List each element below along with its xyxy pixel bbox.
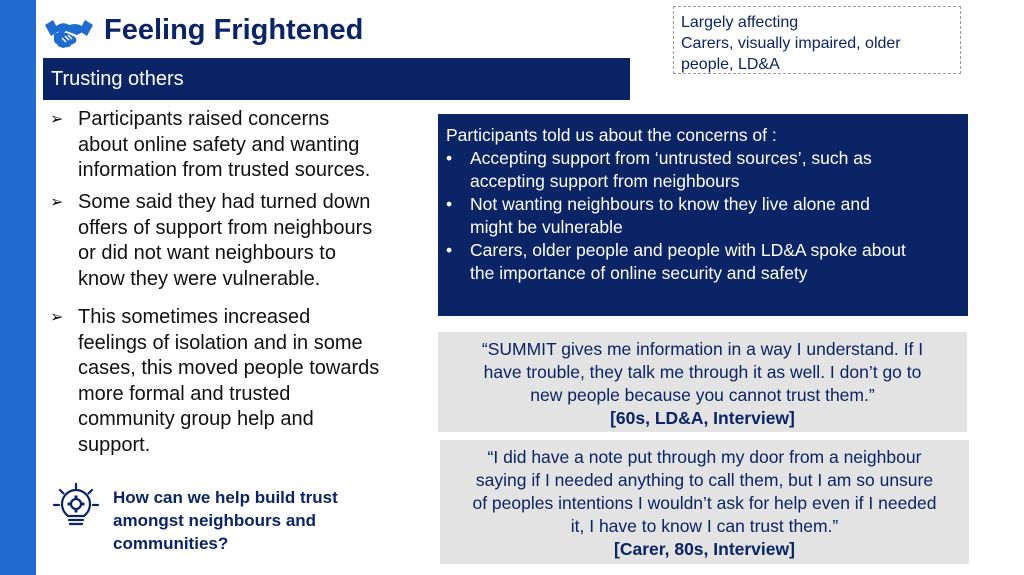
affected-groups-line: Carers, visually impaired, older	[681, 35, 901, 52]
concern-line: Carers, older people and people with LD&A spoke about	[470, 240, 906, 260]
quote-attribution: [Carer, 80s, Interview]	[614, 539, 795, 559]
quote-line: saying if I needed anything to call them, but I am so unsure	[475, 470, 934, 490]
concern-item	[446, 147, 968, 193]
quote-line: “I did have a note put through my door from a neighbour	[487, 447, 922, 467]
concerns-intro: Participants told us about the concerns of :	[446, 125, 777, 145]
arrow-bullet-icon: ➢	[50, 194, 64, 211]
lightbulb-gear-icon	[53, 483, 99, 529]
bullet-line: community group help and	[78, 408, 314, 430]
bullet-dot-icon: •	[446, 148, 453, 168]
bullet-line: about online safety and wanting	[78, 133, 360, 156]
bullet-line: support.	[78, 433, 151, 456]
arrow-bullet-icon: ➢	[50, 111, 64, 128]
quote-line: have trouble, they talk me through it as well. I don’t go to	[483, 362, 922, 382]
bullet-line: more formal and trusted	[78, 382, 291, 405]
affected-groups-line: people, LD&A	[681, 56, 780, 73]
concern-line: the importance of online security and safety	[470, 263, 808, 283]
affected-groups-line: Largely affecting	[681, 14, 799, 31]
concern-item	[446, 193, 968, 239]
section-heading: Trusting others	[51, 68, 184, 90]
bullet-line: cases, this moved people towards	[78, 357, 380, 379]
bullet-line: feelings of isolation and in some	[78, 331, 363, 354]
quote-line: it, I have to know I can trust them.”	[570, 516, 839, 536]
concern-line: accepting support from neighbours	[470, 171, 740, 191]
concern-item	[446, 239, 968, 285]
bullet-line: Some said they had turned down	[78, 191, 371, 213]
affected-groups-box	[673, 6, 961, 74]
question-line: amongst neighbours and	[113, 511, 317, 530]
question-prompt	[113, 486, 338, 555]
bullet-line: information from trusted sources.	[78, 159, 371, 181]
section-heading-bar	[43, 58, 630, 100]
concerns-panel	[438, 114, 968, 316]
concern-line: Accepting support from ‘untrusted sources’, such as	[470, 148, 872, 168]
bullet-dot-icon: •	[446, 240, 453, 260]
bullet-line: or did not want neighbours to	[78, 242, 336, 264]
question-line: How can we help build trust	[113, 488, 338, 507]
quote-line: “SUMMIT gives me information in a way I understand. If I	[481, 339, 924, 359]
quote-line: of peoples intentions I wouldn’t ask for help even if I needed	[472, 493, 937, 513]
question-line: communities?	[113, 534, 229, 553]
concern-line: Not wanting neighbours to know they live alone and	[470, 194, 870, 214]
quote-box	[438, 332, 967, 432]
handshake-icon	[44, 16, 94, 52]
bullet-line: This sometimes increased	[78, 306, 311, 328]
quote-line: new people because you cannot trust them.”	[530, 385, 875, 405]
bullet-dot-icon: •	[446, 194, 453, 214]
left-accent-bar	[0, 0, 36, 575]
bullet-line: know they were vulnerable.	[78, 267, 321, 290]
quote-box	[440, 440, 969, 564]
bullet-line: offers of support from neighbours	[78, 216, 373, 239]
bullet-line: Participants raised concerns	[78, 108, 330, 130]
quote-attribution: [60s, LD&A, Interview]	[610, 408, 795, 428]
arrow-bullet-icon: ➢	[50, 309, 64, 326]
page-title: Feeling Frightened	[104, 14, 364, 46]
concern-line: might be vulnerable	[470, 217, 623, 237]
